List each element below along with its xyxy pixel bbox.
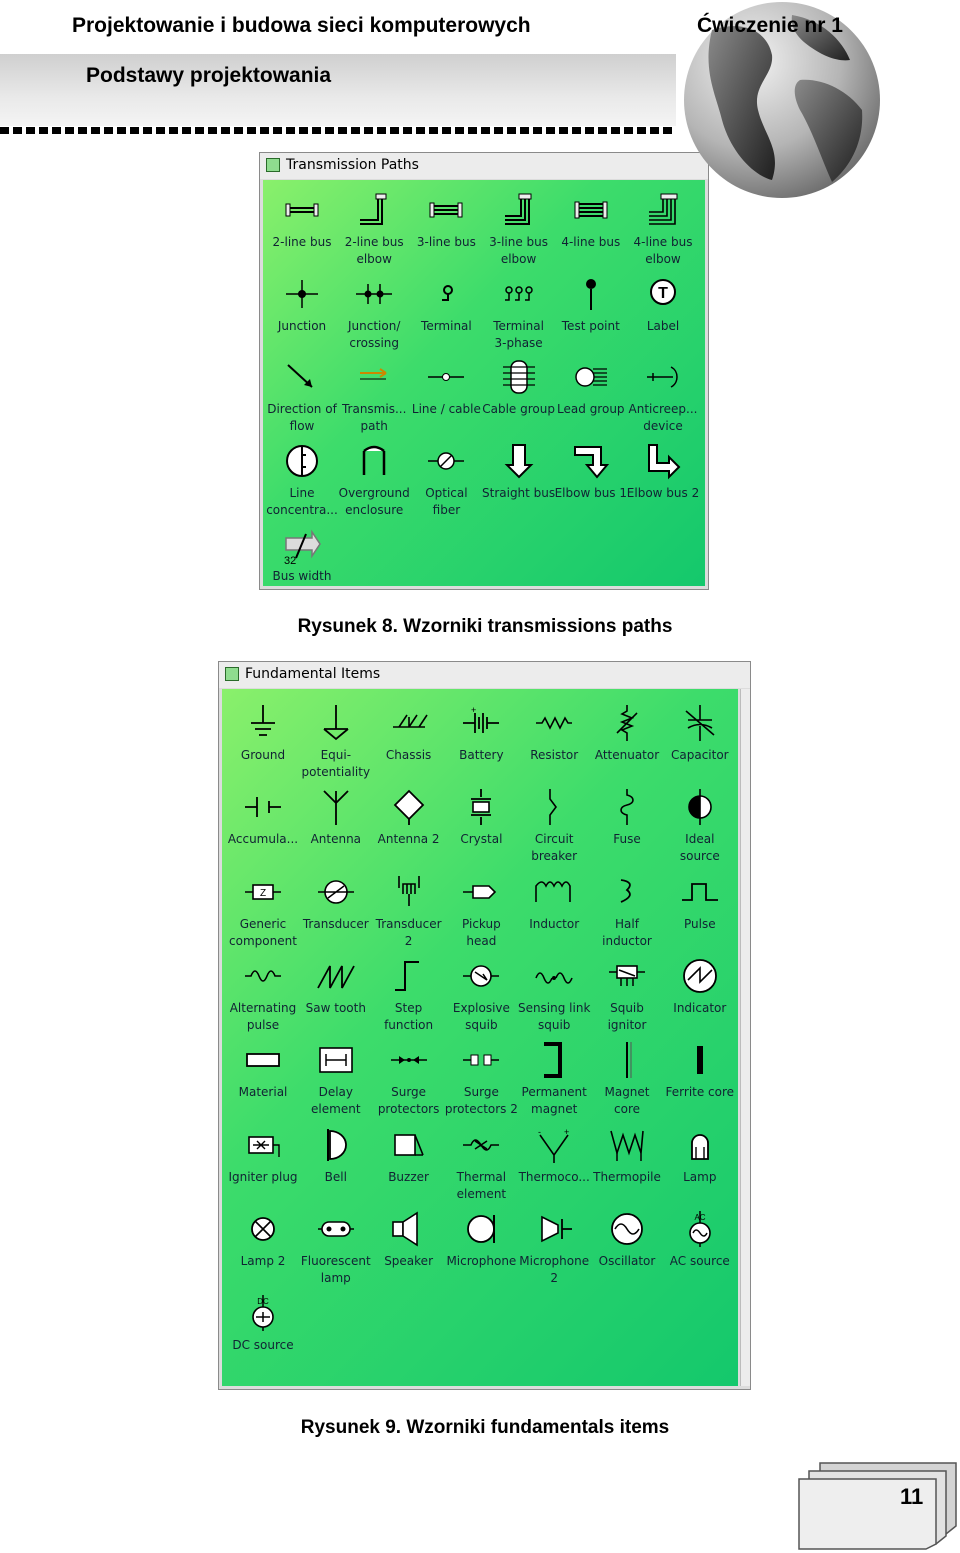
svg-text:T: T [658, 284, 668, 302]
shape-label: Equi- potentiality [301, 748, 371, 779]
window-titlebar [260, 153, 708, 179]
exercise-number: Ćwiczenie nr 1 [697, 14, 843, 37]
stencil-shape-sensing-link-squib[interactable] [518, 952, 590, 1036]
stencil-shape-terminal-3phase[interactable] [483, 270, 555, 354]
stencil-shape-antenna[interactable] [300, 783, 372, 867]
stencil-shape-capacitor[interactable] [664, 699, 736, 783]
stencil-shape-chassis[interactable] [373, 699, 445, 783]
permanent-magnet-icon [534, 1040, 574, 1080]
shape-label: Inductor [529, 916, 580, 931]
speaker-icon [389, 1209, 429, 1249]
stencil-shape-ideal-source[interactable] [664, 783, 736, 867]
stencil-shape-indicator[interactable] [664, 952, 736, 1036]
junction-icon [282, 274, 322, 314]
shape-label: Circuit breaker [531, 832, 578, 864]
shape-label: Permanent magnet [521, 1085, 587, 1117]
course-title: Projektowanie i budowa sieci komputerowych [72, 14, 531, 37]
stencil-shape-three-line-bus[interactable] [410, 186, 482, 270]
shape-label: Cable group [482, 402, 555, 416]
stencil-shape-thermopile[interactable] [591, 1121, 663, 1205]
stencil-shape-transducer-2[interactable] [373, 868, 445, 952]
shape-label: Speaker [384, 1253, 433, 1268]
stencil-shape-junction[interactable] [266, 270, 338, 354]
stencil-shape-transducer[interactable] [300, 868, 372, 952]
stencil-shape-speaker[interactable] [373, 1205, 445, 1289]
shape-label: 4-line bus elbow [633, 235, 693, 266]
stencil-shape-step-function[interactable] [373, 952, 445, 1036]
stencil-shape-alternating-pulse[interactable] [227, 952, 299, 1036]
shape-label: Accumula... [227, 832, 299, 847]
optical-fiber-icon [426, 441, 466, 481]
stencil-shape-explosive-squib[interactable] [445, 952, 517, 1036]
stencil-shape-surge-protectors[interactable] [373, 1036, 445, 1120]
fundamental-items-window [218, 661, 751, 1390]
stencil-shape-circuit-breaker[interactable] [518, 783, 590, 867]
junction-crossing-icon [354, 274, 394, 314]
two-line-bus-icon [282, 190, 322, 230]
shape-label: Label [646, 318, 680, 333]
stencil-shape-half-inductor[interactable] [591, 868, 663, 952]
ground-icon [243, 703, 283, 743]
chassis-icon [389, 703, 429, 743]
shape-label: Surge protectors [377, 1085, 440, 1117]
magnet-core-icon [607, 1040, 647, 1080]
figure-8-caption: Rysunek 8. Wzorniki transmissions paths [297, 616, 673, 637]
shape-label: Sensing link squib [517, 1000, 591, 1032]
stencil-shape-line-concentrator[interactable] [266, 437, 338, 521]
fluorescent-lamp-icon [316, 1209, 356, 1249]
shape-label: Chassis [385, 748, 432, 762]
lamp-2-icon [243, 1209, 283, 1249]
svg-text:+: + [564, 1126, 570, 1137]
lead-group-icon [571, 357, 611, 397]
shape-label: Material [238, 1085, 288, 1100]
line-concentrator-icon [282, 441, 322, 481]
shape-label: Squib ignitor [607, 1000, 647, 1032]
stencil-shape-inductor[interactable] [518, 868, 590, 952]
pulse-icon [680, 872, 720, 912]
stencil-shape-magnet-core[interactable] [591, 1036, 663, 1120]
svg-text:Z: Z [259, 887, 267, 899]
transducer-icon [316, 872, 356, 912]
equipotentiality-icon [316, 703, 356, 743]
stencil-shape-elbow-bus-1[interactable] [555, 437, 627, 521]
ferrite-core-icon [680, 1040, 720, 1080]
shape-label: Half inductor [602, 916, 652, 948]
stencil-shape-igniter-plug[interactable] [227, 1121, 299, 1205]
stencil-shape-oscillator[interactable] [591, 1205, 663, 1289]
shape-label: AC source [669, 1253, 730, 1268]
shape-label: 4-line bus [561, 235, 621, 249]
shape-label: Lead group [557, 402, 625, 416]
indicator-icon [680, 956, 720, 996]
shape-label: Antenna 2 [377, 832, 440, 847]
test-point-icon [571, 274, 611, 314]
circuit-breaker-icon [534, 787, 574, 827]
stencil-shape-three-line-bus-elbow[interactable] [483, 186, 555, 270]
shape-label: Junction [277, 318, 327, 333]
stencil-shape-saw-tooth[interactable] [300, 952, 372, 1036]
stencil-shape-test-point[interactable] [555, 270, 627, 354]
bus-width-icon [282, 524, 322, 564]
shape-label: Explosive squib [452, 1000, 510, 1032]
antenna-icon [316, 787, 356, 827]
attenuator-icon [607, 703, 647, 743]
shape-label: Transducer [302, 916, 369, 931]
oscillator-icon [607, 1209, 647, 1249]
shape-label: Indicator [673, 1000, 727, 1015]
stencil-shape-elbow-bus-2[interactable] [627, 437, 699, 521]
stencil-shape-pickup-head[interactable] [445, 868, 517, 952]
three-line-bus-elbow-icon [499, 190, 539, 230]
section-title: Podstawy projektowania [86, 64, 332, 87]
shape-label: DC source [232, 1338, 294, 1353]
crystal-icon [461, 787, 501, 827]
shape-label: Transducer 2 [375, 916, 442, 948]
line-cable-icon [426, 357, 466, 397]
capacitor-icon [680, 703, 720, 743]
microphone-2-icon [534, 1209, 574, 1249]
stencil-shape-direction-of-flow[interactable] [266, 353, 338, 437]
shape-label: 3-line bus [416, 235, 476, 249]
thermocouple-icon [534, 1125, 574, 1165]
shape-label: Crystal [460, 832, 503, 847]
stencil-shape-anticreep-device[interactable] [627, 353, 699, 437]
shape-label: 2-line bus [272, 235, 332, 249]
shape-label: Magnet core [604, 1085, 650, 1117]
battery-icon [461, 703, 501, 743]
stencil-shape-line-cable[interactable] [410, 353, 482, 437]
svg-text:32: 32 [284, 555, 297, 564]
stencil-shape-bus-width[interactable] [266, 520, 338, 586]
dotted-divider [0, 127, 676, 134]
shape-label: Microphone 2 [519, 1253, 590, 1285]
shape-label: Line concentra... [266, 485, 338, 517]
stencil-shape-lamp[interactable] [664, 1121, 736, 1205]
window-title: Fundamental Items [245, 666, 381, 682]
shape-label: Saw tooth [305, 1000, 366, 1015]
page-number: 11 [900, 1484, 924, 1509]
shape-label: Thermoco... [518, 1169, 590, 1184]
surge-protectors-2-icon [461, 1040, 501, 1080]
stencil-shape-label[interactable] [627, 270, 699, 354]
stencil-shape-terminal[interactable] [410, 270, 482, 354]
shape-label: Anticreep... device [628, 402, 698, 433]
shape-label: Line / cable [411, 402, 481, 416]
shape-label: Junction/ crossing [347, 318, 401, 350]
stencil-shape-two-line-bus-elbow[interactable] [338, 186, 410, 270]
shape-label: Ground [240, 748, 286, 762]
window-title: Transmission Paths [286, 157, 419, 173]
half-inductor-icon [607, 872, 647, 912]
stencil-shape-generic-component[interactable] [227, 868, 299, 952]
three-line-bus-icon [426, 190, 466, 230]
generic-component-icon [243, 872, 283, 912]
anticreep-device-icon [643, 357, 683, 397]
scrollbar[interactable] [740, 689, 750, 1386]
bell-icon [316, 1125, 356, 1165]
shape-label: 3-line bus elbow [489, 235, 549, 266]
stencil-shape-microphone[interactable] [445, 1205, 517, 1289]
overground-enclosure-icon [354, 441, 394, 481]
stencil-shape-surge-protectors-2[interactable] [445, 1036, 517, 1120]
stencil-shape-thermal-element[interactable] [445, 1121, 517, 1205]
step-function-icon [389, 956, 429, 996]
stencil-shape-straight-bus[interactable] [483, 437, 555, 521]
shape-label: Optical fiber [425, 485, 468, 517]
direction-of-flow-icon [282, 357, 322, 397]
shape-label: Delay element [311, 1085, 361, 1117]
terminal-icon [426, 274, 466, 314]
shape-label: Test point [561, 318, 620, 333]
shape-label: Terminal [421, 318, 472, 333]
stencil-shape-crystal[interactable] [445, 783, 517, 867]
elbow-bus-1-icon [571, 441, 611, 481]
shape-label: Elbow bus 1 [554, 485, 628, 500]
shape-label: 2-line bus elbow [344, 235, 404, 266]
shape-label: Resistor [530, 748, 579, 762]
dc-source-icon [243, 1293, 283, 1333]
shape-label: Pickup head [462, 916, 501, 948]
shape-label: Fluorescent lamp [300, 1253, 371, 1285]
two-line-bus-elbow-icon [354, 190, 394, 230]
shape-label: Microphone [446, 1253, 517, 1268]
stencil-shape-fluorescent-lamp[interactable] [300, 1205, 372, 1289]
stencil-shape-four-line-bus[interactable] [555, 186, 627, 270]
stencil-shape-resistor[interactable] [518, 699, 590, 783]
stencil-shape-lead-group[interactable] [555, 353, 627, 437]
four-line-bus-icon [571, 190, 611, 230]
lamp-icon [680, 1125, 720, 1165]
stencil-shape-antenna-2[interactable] [373, 783, 445, 867]
stencil-shape-ac-source[interactable] [664, 1205, 736, 1289]
svg-text:AC: AC [694, 1212, 706, 1222]
ideal-source-icon [680, 787, 720, 827]
stencil-icon [266, 158, 280, 172]
accumulator-icon [243, 787, 283, 827]
shape-label: Oscillator [598, 1253, 656, 1268]
shape-label: Terminal 3-phase [493, 318, 544, 350]
inductor-icon [534, 872, 574, 912]
shape-label: Overground enclosure [338, 485, 410, 517]
stencil-shape-material[interactable] [227, 1036, 299, 1120]
stencil-shape-overground-enclosure[interactable] [338, 437, 410, 521]
pickup-head-icon [461, 872, 501, 912]
shape-label: Antenna [310, 832, 362, 847]
shape-label: Fuse [613, 832, 641, 847]
shape-label: Bell [324, 1169, 347, 1184]
shape-grid [222, 689, 738, 1386]
shape-label: Bus width [272, 569, 332, 583]
shape-label: Thermal element [456, 1169, 507, 1201]
svg-text:+: + [471, 705, 477, 715]
stencil-shape-squib-ignitor[interactable] [591, 952, 663, 1036]
shape-label: Attenuator [594, 748, 660, 762]
saw-tooth-icon [316, 956, 356, 996]
shape-label: Ideal source [679, 832, 720, 864]
shape-label: Battery [459, 748, 504, 762]
ac-source-icon [680, 1209, 720, 1249]
stencil-shape-delay-element[interactable] [300, 1036, 372, 1120]
material-icon [243, 1040, 283, 1080]
shape-label: Lamp [683, 1169, 717, 1184]
shape-label: Alternating pulse [229, 1000, 297, 1032]
igniter-plug-icon [243, 1125, 283, 1165]
shape-grid [263, 180, 705, 586]
shape-label: Thermopile [593, 1169, 661, 1184]
delay-element-icon [316, 1040, 356, 1080]
stencil-shape-lamp-2[interactable] [227, 1205, 299, 1289]
stencil-shape-permanent-magnet[interactable] [518, 1036, 590, 1120]
stencil-shape-dc-source[interactable] [227, 1289, 299, 1373]
microphone-icon [461, 1209, 501, 1249]
svg-text:-: - [538, 1126, 542, 1137]
terminal-3phase-icon [499, 274, 539, 314]
shape-label: Igniter plug [228, 1169, 298, 1184]
buzzer-icon [389, 1125, 429, 1165]
stencil-shape-cable-group[interactable] [483, 353, 555, 437]
stencil-shape-optical-fiber[interactable] [410, 437, 482, 521]
shape-label: Lamp 2 [240, 1253, 286, 1268]
resistor-icon [534, 703, 574, 743]
stencil-shape-ground[interactable] [227, 699, 299, 783]
alternating-pulse-icon [243, 956, 283, 996]
stencil-shape-attenuator[interactable] [591, 699, 663, 783]
shape-label: Ferrite core [665, 1085, 735, 1100]
explosive-squib-icon [461, 956, 501, 996]
stencil-shape-accumulator[interactable] [227, 783, 299, 867]
transmission-path-icon [354, 357, 394, 397]
shape-label: Straight bus [482, 485, 556, 500]
thermopile-icon [607, 1125, 647, 1165]
window-titlebar [219, 662, 750, 688]
shape-label: Direction of flow [267, 402, 337, 433]
stencil-icon [225, 667, 239, 681]
shape-label: Capacitor [670, 748, 729, 762]
surge-protectors-icon [389, 1040, 429, 1080]
stencil-shape-fuse[interactable] [591, 783, 663, 867]
shape-label: Elbow bus 2 [626, 485, 700, 500]
stencil-shape-ferrite-core[interactable] [664, 1036, 736, 1120]
elbow-bus-2-icon [643, 441, 683, 481]
stencil-shape-pulse[interactable] [664, 868, 736, 952]
cable-group-icon [499, 357, 539, 397]
shape-label: Pulse [683, 916, 716, 931]
stencil-shape-buzzer[interactable] [373, 1121, 445, 1205]
stencil-shape-transmission-path[interactable] [338, 353, 410, 437]
stencil-shape-microphone-2[interactable] [518, 1205, 590, 1289]
stencil-shape-bell[interactable] [300, 1121, 372, 1205]
fuse-icon [607, 787, 647, 827]
shape-label: Surge protectors 2 [444, 1085, 518, 1117]
svg-text:DC: DC [257, 1297, 269, 1307]
shape-label: Step function [384, 1000, 434, 1032]
label-icon [643, 274, 683, 314]
shape-label: Buzzer [388, 1169, 429, 1184]
sensing-link-squib-icon [534, 956, 574, 996]
shape-label: Generic component [229, 916, 297, 948]
thermal-element-icon [461, 1125, 501, 1165]
shape-label: Transmis... path [341, 402, 407, 433]
stencil-shape-equipotentiality[interactable] [300, 699, 372, 783]
page-number-box [798, 1462, 958, 1550]
straight-bus-icon [499, 441, 539, 481]
antenna-2-icon [389, 787, 429, 827]
stencil-shape-two-line-bus[interactable] [266, 186, 338, 270]
figure-9-caption: Rysunek 9. Wzorniki fundamentals items [300, 1417, 670, 1438]
transducer-2-icon [389, 872, 429, 912]
stencil-shape-junction-crossing[interactable] [338, 270, 410, 354]
transmission-paths-window [259, 152, 709, 590]
stencil-shape-battery[interactable] [445, 699, 517, 783]
stencil-shape-thermocouple[interactable] [518, 1121, 590, 1205]
squib-ignitor-icon [607, 956, 647, 996]
